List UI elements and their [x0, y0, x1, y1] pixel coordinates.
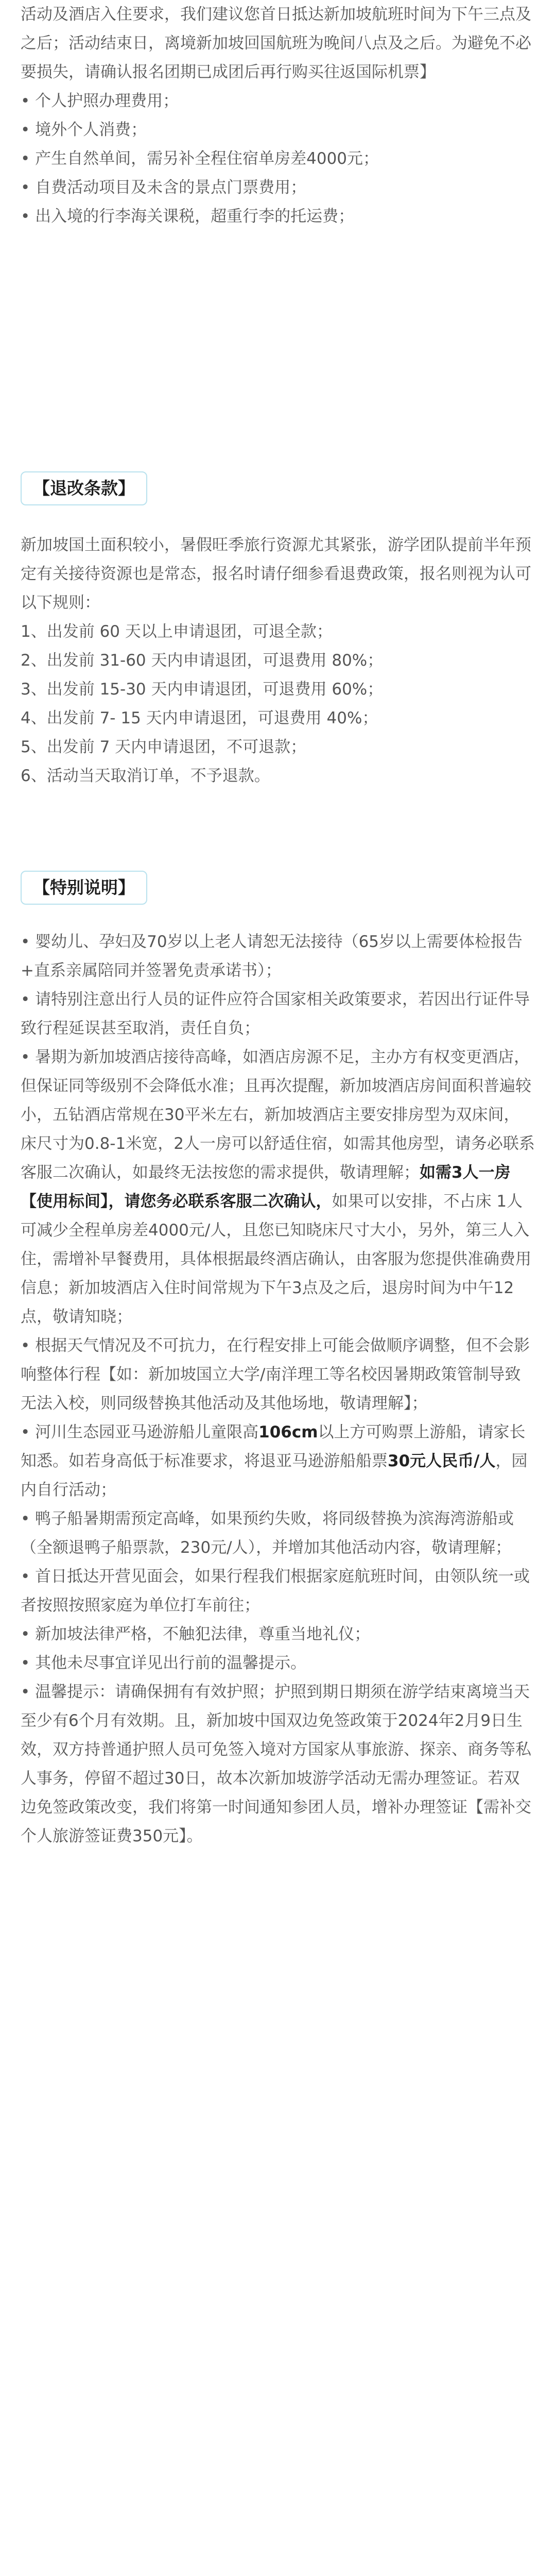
refund-rule: 6、活动当天取消订单，不予退款。	[21, 767, 270, 785]
special-block	[21, 927, 535, 1851]
note-text: • 河川生态园亚马逊游船儿童限高	[21, 1423, 259, 1442]
refund-intro: 新加坡国土面积较小，暑假旺季旅行资源尤其紧张，游学团队提前半年预定有关接待资源也是常态，报名时请仔细参看退费政策，报名则视为认可以下规则：	[21, 536, 531, 612]
note-highlight: 30元人民币/人	[388, 1452, 496, 1470]
refund-rule: 3、出发前 15-30 天内申请退团，可退费用 60%；	[21, 680, 384, 699]
note-highlight: 106cm	[258, 1423, 318, 1442]
special-section-title: 【特别说明】	[21, 871, 147, 905]
note-text: 以上方可购票上游船，请家长知悉。如若身高低于标准要求，将退亚马逊游船船票	[21, 1423, 526, 1470]
note-item: • 首日抵达开营见面会，如果行程我们根据家庭航班时间，由领队统一或者按照按照家庭为单位打车前往；	[21, 1567, 530, 1615]
note-item: • 请特别注意出行人员的证件应符合国家相关政策要求，若因出行证件导致行程延误甚至取消，责任自负；	[21, 990, 530, 1038]
note-item: • 其他未尽事宜详见出行前的温馨提示。	[21, 1654, 307, 1672]
fee-item: • 个人护照办理费用；	[21, 92, 179, 110]
note-item	[21, 1043, 535, 1331]
refund-section-title: 【退改条款】	[21, 471, 147, 505]
intro-block	[21, 0, 535, 231]
note-highlight: 如需3人一房【使用标间】，请您务必联系客服二次确认，	[21, 1163, 511, 1211]
note-item: • 温馨提示：请确保拥有有效护照；护照到期日期须在游学结束离境当天至少有6个月有效期。且，新加坡中国双边免签政策于2024年2月9日生效，双方持普通护照人员可免签入境对方国家从事旅游、探亲、商务等私人事务，停留不超过30日，故本次新加坡游学活动无需办理签证。若双边免签政策改变，我们将第一时间通知参团人员，增补办理签证【需补交个人旅游签证费350元】。	[21, 1683, 531, 1845]
fee-item: • 出入境的行李海关课税，超重行李的托运费；	[21, 207, 355, 226]
photo-usage-note	[21, 2573, 535, 2576]
note-text: ，园内自行活动；	[21, 1452, 528, 1499]
note-item: • 鸭子船暑期需预定高峰，如果预约失败，将同级替换为滨海湾游船或（全额退鸭子船票款，230元/人），并增加其他活动内容，敬请理解；	[21, 1510, 514, 1557]
refund-rule: 4、出发前 7- 15 天内申请退团，可退费用 40%；	[21, 709, 378, 727]
refund-rule: 5、出发前 7 天内申请退团，不可退款；	[21, 738, 307, 756]
note-text: • 暑期为新加坡酒店接待高峰，如酒店房源不足，主办方有权变更酒店，但保证同等级别不会降低水准；且再次提醒，新加坡酒店房间面积普遍较小，五钻酒店常规在30平米左右，新加坡酒店主要安排房型为双床间，床尺寸为0.8-1米宽，2人一房可以舒适住宿，如需其他房型，请务必联系客服二次确认，如最终无法按您的需求提供，敬请理解；	[21, 1048, 535, 1182]
note-item: • 婴幼儿、孕妇及70岁以上老人请恕无法接待（65岁以上需要体检报告+直系亲属陪同并签署免责承诺书）；	[21, 933, 523, 980]
note-item: • 新加坡法律严格，不触犯法律，尊重当地礼仪；	[21, 1625, 371, 1643]
note-text: 如果可以安排，不占床 1人可减少全程单房差4000元/人，且您已知晓床尺寸大小，另外，第三人入住，需增补早餐费用，具体根据最终酒店确认，由客服为您提供准确费用信息；新加坡酒店入住时间常规为下午3点及之后，退房时间为中午12点，敬请知晓；	[21, 1192, 531, 1326]
fee-item: • 自费活动项目及未含的景点门票费用；	[21, 178, 307, 197]
refund-block	[21, 531, 535, 790]
fee-item: • 境外个人消费；	[21, 121, 147, 139]
note-item: • 根据天气情况及不可抗力，在行程安排上可能会做顺序调整，但不会影响整体行程【如：新加坡国立大学/南洋理工等名校因暑期政策管制导致无法入校，则同级替换其他活动及其他场地，敬请理解】；	[21, 1336, 530, 1413]
intro-text: 活动及酒店入住要求，我们建议您首日抵达新加坡航班时间为下午三点及之后；活动结束日，离境新加坡回国航班为晚间八点及之后。为避免不必要损失，请确认报名团期已成团后再行购买往返国际机票】	[21, 5, 531, 81]
fee-item: • 产生自然单间，需另补全程住宿单房差4000元；	[21, 149, 379, 168]
refund-rule: 2、出发前 31-60 天内申请退团，可退费用 80%；	[21, 651, 384, 670]
refund-rule: 1、出发前 60 天以上申请退团，可退全款；	[21, 622, 333, 641]
note-item	[21, 1418, 535, 1504]
